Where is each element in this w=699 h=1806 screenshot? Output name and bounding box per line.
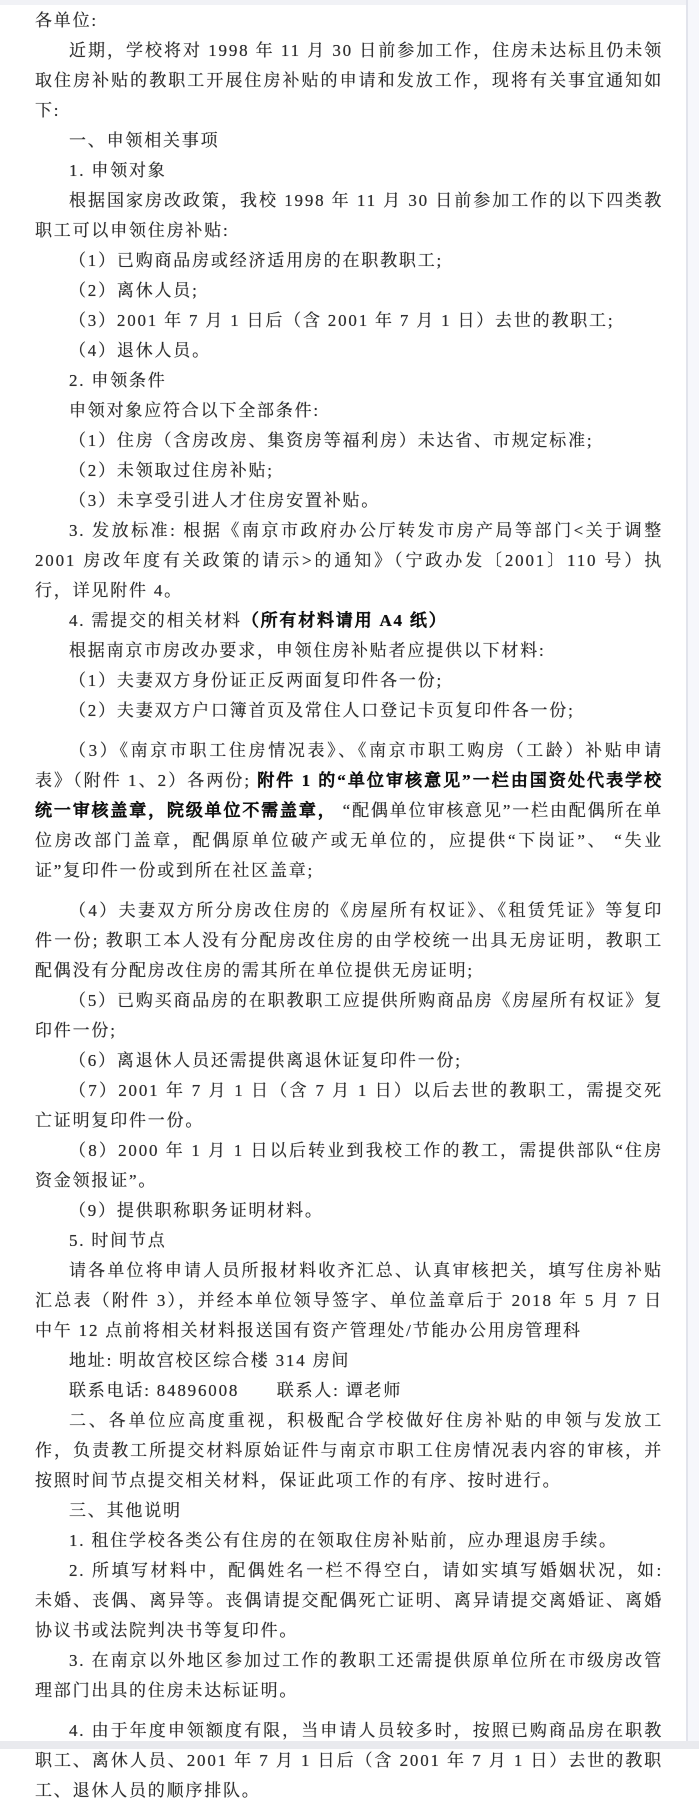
material-item-7 (35, 1076, 663, 1136)
text-run: 三、其他说明 (69, 1501, 182, 1520)
scan-edge-bottom (0, 1741, 699, 1749)
note-item-1 (35, 1526, 663, 1556)
subsection-5-heading (35, 1226, 663, 1256)
subsection-4-heading (35, 606, 663, 636)
text-run: （2）离休人员; (69, 281, 199, 300)
material-item-1 (35, 666, 663, 696)
materials-intro (35, 636, 663, 666)
eligible-item-4 (35, 336, 663, 366)
text-run: 4. 需提交的相关材料 (69, 611, 242, 630)
salutation (35, 6, 663, 36)
conditions-intro (35, 396, 663, 426)
text-run: 近期，学校将对 1998 年 11 月 30 日前参加工作，住房未达标且仍未领取住房补贴的教职工开展住房补贴的申请和发放工作，现将有关事宜通知如下: (35, 41, 663, 120)
text-run: 各单位: (35, 11, 98, 30)
material-item-3 (35, 736, 663, 886)
scan-edge-right-line (686, 0, 688, 1749)
text-run: （7）2001 年 7 月 1 日（含 7 月 1 日）以后去世的教职工，需提交死亡证明复印件一份。 (35, 1081, 663, 1130)
scan-edge-right (688, 0, 699, 1749)
text-run: （9）提供职称职务证明材料。 (69, 1201, 324, 1220)
text-run: （3）未享受引进人才住房安置补贴。 (69, 491, 381, 510)
condition-item-2 (35, 456, 663, 486)
text-run: 2. 所填写材料中，配偶姓名一栏不得空白，请如实填写婚姻状况，如: 未婚、丧偶、离异等。丧偶请提交配偶死亡证明、离异请提交离婚证、离婚协议书或法院判决书等复印件。 (35, 1561, 663, 1640)
text-run: “配偶单位审核意见”一栏由配偶所在单位房改部门盖章，配偶原单位破产或无单位的，应提供“下岗证”、 “失业证”复印件一份或到所在社区盖章; (35, 801, 663, 880)
intro-paragraph (35, 36, 663, 126)
document-body (35, 6, 663, 1806)
text-run: 3. 在南京以外地区参加过工作的教职工还需提供原单位所在市级房改管理部门出具的住房未达标证明。 (35, 1651, 663, 1700)
material-item-6 (35, 1046, 663, 1076)
condition-item-3 (35, 486, 663, 516)
text-run: 根据南京市房改办要求，申领住房补贴者应提供以下材料: (69, 641, 546, 660)
text-run: （5）已购买商品房的在职教职工应提供所购商品房《房屋所有权证》复印件一份; (35, 991, 663, 1040)
text-run: 3. 发放标准: 根据《南京市政府办公厅转发市房产局等部门<关于调整 2001 房改年度有关政策的请示>的通知》（宁政办发〔2001〕110 号）执行，详见附件 4。 (35, 521, 663, 600)
text-run: （1）已购商品房或经济适用房的在职教职工; (69, 251, 444, 270)
section-3-heading (35, 1496, 663, 1526)
text-run: 申领对象应符合以下全部条件: (69, 401, 320, 420)
scan-edge-top (0, 0, 699, 5)
text-run: 1. 申领对象 (69, 161, 167, 180)
eligible-item-2 (35, 276, 663, 306)
material-item-2 (35, 696, 663, 726)
text-run: 二、各单位应高度重视，积极配合学校做好住房补贴的申领与发放工作，负责教工所提交材料原始证件与南京市职工住房情况表内容的审核，并按照时间节点提交相关材料，保证此项工作的有序、按时进行。 (35, 1411, 663, 1490)
condition-item-1 (35, 426, 663, 456)
text-run: 5. 时间节点 (69, 1231, 167, 1250)
note-item-4 (35, 1716, 663, 1806)
text-run: （6）离退休人员还需提供离退休证复印件一份; (69, 1051, 462, 1070)
bold-text-run: （所有材料请用 A4 纸） (241, 611, 448, 630)
eligible-item-1 (35, 246, 663, 276)
subsection-3-standard (35, 516, 663, 606)
text-run: （3）2001 年 7 月 1 日后（含 2001 年 7 月 1 日）去世的教职工; (69, 311, 615, 330)
bold-text-run: 附件 1 的“单位审核意见”一栏由国资处代表学校统一审核盖章，院级单位不需盖章， (35, 771, 663, 820)
text-run: （1）住房（含房改房、集资房等福利房）未达省、市规定标准; (69, 431, 594, 450)
text-run: 根据国家房改政策，我校 1998 年 11 月 30 日前参加工作的以下四类教职工可以申领住房补贴: (35, 191, 663, 240)
text-run: （2）夫妻双方户口簿首页及常住人口登记卡页复印件各一份; (69, 701, 575, 720)
text-run: 请各单位将申请人员所报材料收齐汇总、认真审核把关，填写住房补贴汇总表（附件 3），并经本单位领导签字、单位盖章后于 2018 年 5 月 7 日中午 12 点前将相关材料报送国有资产管理处/节能办公用房管理科 (35, 1261, 663, 1340)
text-run: （3）《南京市职工住房情况表》、《南京市职工购房（工龄）补贴申请表》（附件 1、2）各两份; (35, 741, 663, 790)
text-run: 2. 申领条件 (69, 371, 167, 390)
note-item-3 (35, 1646, 663, 1706)
address-line (35, 1346, 663, 1376)
text-run: 1. 租住学校各类公有住房的在领取住房补贴前，应办理退房手续。 (69, 1531, 618, 1550)
deadline-paragraph (35, 1256, 663, 1346)
section-1-heading (35, 126, 663, 156)
text-run: 4. 由于年度申领额度有限，当申请人员较多时，按照已购商品房在职教职工、离休人员、2001 年 7 月 1 日后（含 2001 年 7 月 1 日）去世的教职工、退休人员的顺序排队。 (35, 1721, 663, 1800)
text-run: （2）未领取过住房补贴; (69, 461, 274, 480)
text-run: 联系电话: 84896008 联系人: 谭老师 (69, 1381, 403, 1400)
text-run: （4）退休人员。 (69, 341, 211, 360)
eligible-item-3 (35, 306, 663, 336)
subsection-1-heading (35, 156, 663, 186)
text-run: 地址: 明故宫校区综合楼 314 房间 (69, 1351, 351, 1370)
contact-line (35, 1376, 663, 1406)
eligibility-intro (35, 186, 663, 246)
text-run: （1）夫妻双方身份证正反两面复印件各一份; (69, 671, 444, 690)
subsection-2-heading (35, 366, 663, 396)
material-item-4 (35, 896, 663, 986)
text-run: 一、申领相关事项 (69, 131, 220, 150)
note-item-2 (35, 1556, 663, 1646)
section-2-paragraph (35, 1406, 663, 1496)
material-item-8 (35, 1136, 663, 1196)
text-run: （8）2000 年 1 月 1 日以后转业到我校工作的教工，需提供部队“住房资金领报证”。 (35, 1141, 663, 1190)
material-item-9 (35, 1196, 663, 1226)
text-run: （4）夫妻双方所分房改住房的《房屋所有权证》、《租赁凭证》等复印件一份; 教职工本人没有分配房改住房的由学校统一出具无房证明，教职工配偶没有分配房改住房的需其所在单位提供无房证明; (35, 901, 663, 980)
material-item-5 (35, 986, 663, 1046)
